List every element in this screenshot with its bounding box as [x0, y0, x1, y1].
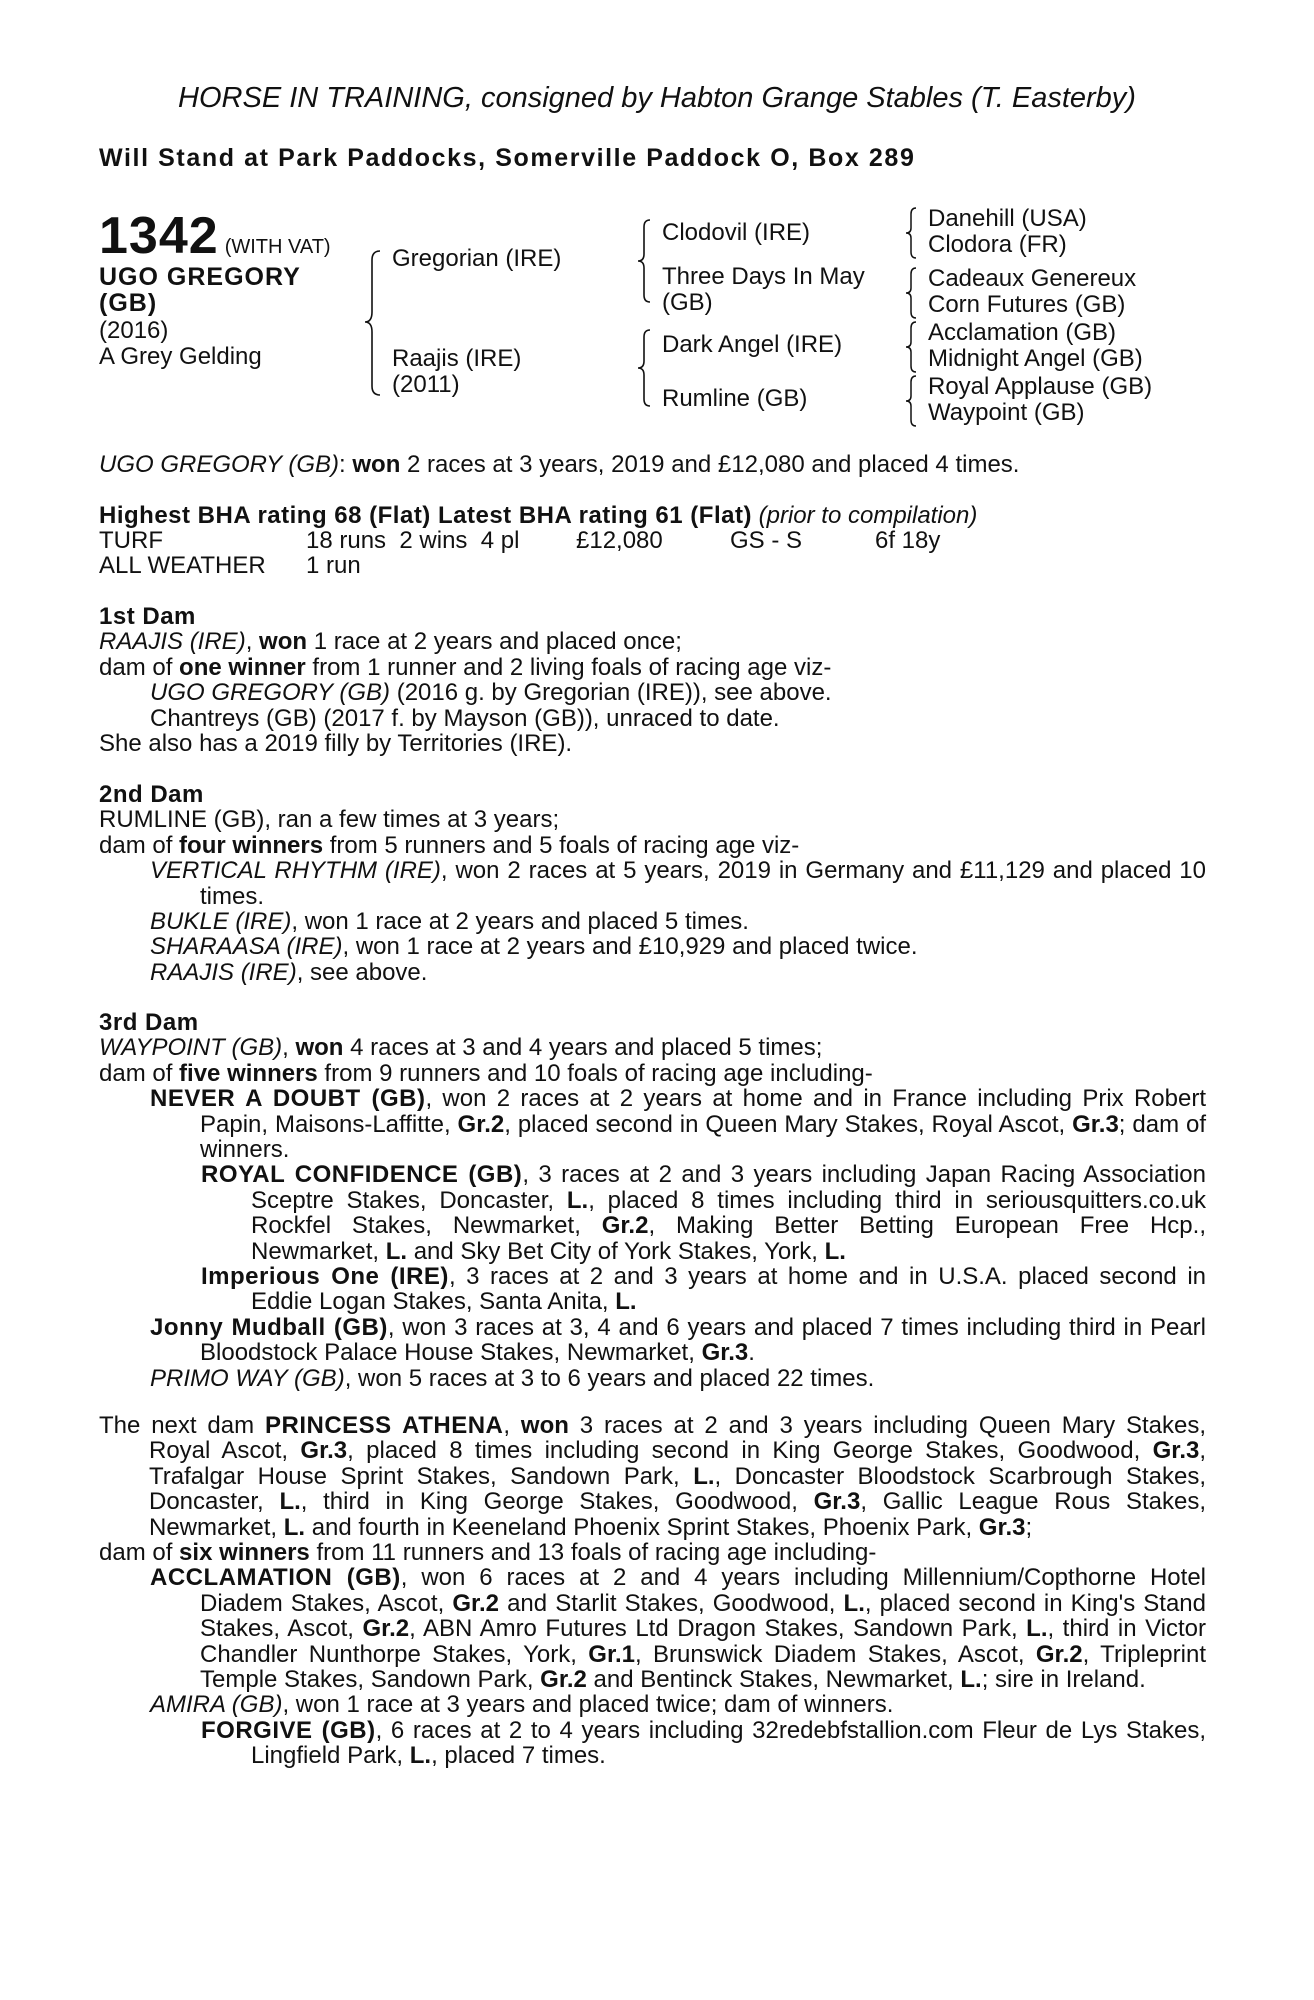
great-grandsire-3: Acclamation (GB) [928, 319, 1117, 346]
great-granddam-2: Corn Futures (GB) [928, 291, 1126, 318]
turf-runs: 18 runs 2 wins 4 pl [306, 527, 520, 554]
second-dam-heading: 2nd Dam [99, 781, 204, 808]
ratings-heading: Highest BHA rating 68 (Flat) Latest BHA rating 61 (Flat) [99, 502, 752, 529]
dam-dam-name: Rumline (GB) [662, 385, 808, 412]
produce-entry: UGO GREGORY (GB) (2016 g. by Gregorian (IRE)), see above. [150, 679, 832, 707]
great-grandsire-2: Cadeaux Genereux [928, 265, 1137, 292]
lot-number-block [99, 206, 331, 266]
produce-entry: Imperious One (IRE), 3 races at 2 and 3 years at home and in U.S.A. placed second in Eddie Logan Stakes, Santa Anita, L. [201, 1263, 1206, 1316]
great-granddam-4: Waypoint (GB) [928, 399, 1085, 426]
all-weather-runs: 1 run [306, 552, 361, 579]
horse-name [99, 264, 329, 316]
pedigree-brace-g3 [904, 320, 920, 374]
pedigree-brace-g1 [904, 206, 920, 260]
sire-sire-name: Clodovil (IRE) [662, 219, 811, 246]
vat-label: (WITH VAT) [224, 236, 331, 258]
produce-entry: Jonny Mudball (GB), won 3 races at 3, 4 and 6 years and placed 7 times including third in Pearl Bloodstock Palace House Stakes, Newmarket, Gr.3. [150, 1313, 1207, 1367]
pedigree-brace-sire [636, 218, 654, 304]
produce-entry: PRIMO WAY (GB), won 5 races at 3 to 6 years and placed 22 times. [150, 1364, 875, 1392]
produce-entry: Chantreys (GB) (2017 f. by Mayson (GB)), unraced to date. [150, 704, 780, 732]
great-granddam-3: Midnight Angel (GB) [928, 345, 1143, 372]
first-dam-note: She also has a 2019 filly by Territories (IRE). [99, 730, 573, 758]
third-dam-heading: 3rd Dam [99, 1009, 199, 1036]
foaling-year: (2016) [99, 317, 169, 344]
produce-entry: NEVER A DOUBT (GB), won 2 races at 2 years at home and in France including Prix Robert Papin, Maisons-Laffitte, Gr.2, placed second in Queen Mary Stakes, Royal Ascot, Gr.3; dam of winners. [150, 1085, 1206, 1164]
first-dam-section: 1st Dam RAAJIS (IRE), won 1 race at 2 years and placed once; dam of one winner from 1 runner and 2 living foals of racing age viz- UGO GREGORY (GB) (2016 g. by Gregorian (IRE)), see above. Chantreys (GB) (2017 f. by Mayson (GB)), unraced to date. She also has a 2019 filly by Territories (IRE). [99, 604, 1206, 756]
sire-dam-name-suffix: (GB) [662, 289, 713, 316]
great-grandsire-1: Danehill (USA) [928, 205, 1087, 232]
all-weather-label: ALL WEATHER [99, 552, 266, 579]
horse-name-line1: UGO GREGORY [99, 263, 301, 291]
second-dam-section: 2nd Dam RUMLINE (GB), ran a few times at 3 years; dam of four winners from 5 runners and 5 foals of racing age viz- VERTICAL RHYTHM (IRE), won 2 races at 5 years, 2019 in Germany and £11,129 and placed 10 times. BUKLE (IRE), won 1 race at 2 years and placed 5 times. SHARAASA (IRE), won 1 race at 2 years and £10,929 and placed twice. RAAJIS (IRE), see above. [99, 781, 1206, 986]
next-dam-record: The next dam PRINCESS ATHENA, won 3 races at 2 and 3 years including Queen Mary Stakes, Royal Ascot, Gr.3, placed 8 times including second in King George Stakes, Goodwood, Gr.3, Trafalgar House Sprint Stakes, Sandown Park, L., Doncaster Bloodstock Scarbrough Stakes, Doncaster, L., third in King George Stakes, Goodwood, Gr.3, Gallic League Rous Stakes, Newmarket, L. and fourth in Keeneland Phoenix Sprint Stakes, Phoenix Park, Gr.3; [99, 1412, 1207, 1541]
produce-entry: ROYAL CONFIDENCE (GB), 3 races at 2 and 3 years including Japan Racing Association Sceptre Stakes, Doncaster, L., placed 8 times including third in seriousquitters.co.uk Rockfel Stakes, Newmarket, Gr.2, Making Better Betting European Free Hcp., Newmarket, L. and Sky Bet City of York Stakes, York, L. [201, 1161, 1207, 1265]
ratings-block [99, 503, 1206, 528]
dam-name: Raajis (IRE) [392, 345, 522, 372]
great-granddam-1: Clodora (FR) [928, 231, 1067, 258]
stand-location: Will Stand at Park Paddocks, Somerville Paddock O, Box 289 [99, 144, 916, 172]
first-dam-heading: 1st Dam [99, 603, 196, 630]
sire-name: Gregorian (IRE) [392, 245, 562, 272]
turf-label: TURF [99, 527, 163, 554]
pedigree-brace-g2 [904, 266, 920, 320]
produce-entry: ACCLAMATION (GB), won 6 races at 2 and 4 years including Millennium/Copthorne Hotel Diadem Stakes, Ascot, Gr.2 and Starlit Stakes, Goodwood, L., placed second in King's Stand Stakes, Ascot, Gr.2, ABN Amro Futures Ltd Dragon Stakes, Sandown Park, L., third in Victor Chandler Nunthorpe Stakes, York, Gr.1, Brunswick Diadem Stakes, Ascot, Gr.2, Tripleprint Temple Stakes, Sandown Park, Gr.2 and Bentinck Stakes, Newmarket, L.; sire in Ireland. [150, 1564, 1207, 1694]
produce-entry: RAAJIS (IRE), see above. [150, 958, 428, 986]
lot-number: 1342 [99, 207, 219, 265]
ratings-note: (prior to compilation) [751, 502, 978, 529]
great-grandsire-4: Royal Applause (GB) [928, 373, 1153, 400]
produce-entry: VERTICAL RHYTHM (IRE), won 2 races at 5 years, 2019 in Germany and £11,129 and placed 10 times. [150, 857, 1206, 910]
dam-year: (2011) [392, 371, 460, 398]
next-dam-section: The next dam PRINCESS ATHENA, won 3 races at 2 and 3 years including Queen Mary Stakes, Royal Ascot, Gr.3, placed 8 times including second in King George Stakes, Goodwood, Gr.3, Trafalgar House Sprint Stakes, Sandown Park, L., Doncaster Bloodstock Scarbrough Stakes, Doncaster, L., third in King George Stakes, Goodwood, Gr.3, Gallic League Rous Stakes, Newmarket, L. and fourth in Keeneland Phoenix Sprint Stakes, Phoenix Park, Gr.3; dam of six winners from 11 runners and 13 foals of racing age including- ACCLAMATION (GB), won 6 races at 2 and 4 years including Millennium/Copthorne Hotel Diadem Stakes, Ascot, Gr.2 and Starlit Stakes, Goodwood, L., placed second in King's Stand Stakes, Ascot, Gr.2, ABN Amro Futures Ltd Dragon Stakes, Sandown Park, L., third in Victor Chandler Nunthorpe Stakes, York, Gr.1, Brunswick Diadem Stakes, Ascot, Gr.2, Tripleprint Temple Stakes, Sandown Park, Gr.2 and Bentinck Stakes, Newmarket, L.; sire in Ireland. AMIRA (GB), won 1 race at 3 years and placed twice; dam of winners. FORGIVE (GB), 6 races at 2 to 4 years including 32redebfstallion.com Fleur de Lys Stakes, Lingfield Park, L., placed 7 times. [99, 1412, 1207, 1770]
produce-entry: FORGIVE (GB), 6 races at 2 to 4 years including 32redebfstallion.com Fleur de Lys Stakes, Lingfield Park, L., placed 7 times. [201, 1716, 1206, 1770]
produce-entry: BUKLE (IRE), won 1 race at 2 years and placed 5 times. [150, 908, 749, 936]
horse-name-line2: (GB) [99, 289, 158, 317]
pedigree-brace-dam [636, 328, 654, 408]
horse-description: A Grey Gelding [99, 343, 262, 370]
turf-distance: 6f 18y [875, 527, 941, 554]
sire-dam-name: Three Days In May [662, 263, 865, 290]
pedigree-brace-g4 [904, 374, 920, 428]
pedigree-brace-generation1 [362, 248, 384, 398]
third-dam-section: 3rd Dam WAYPOINT (GB), won 4 races at 3 and 4 years and placed 5 times; dam of five winners from 9 runners and 10 foals of racing age including- NEVER A DOUBT (GB), won 2 races at 2 years at home and in France including Prix Robert Papin, Maisons-Laffitte, Gr.2, placed second in Queen Mary Stakes, Royal Ascot, Gr.3; dam of winners. ROYAL CONFIDENCE (GB), 3 races at 2 and 3 years including Japan Racing Association Sceptre Stakes, Doncaster, L., placed 8 times including third in seriousquitters.co.uk Rockfel Stakes, Newmarket, Gr.2, Making Better Betting European Free Hcp., Newmarket, L. and Sky Bet City of York Stakes, York, L. Imperious One (IRE), 3 races at 2 and 3 years at home and in U.S.A. placed second in Eddie Logan Stakes, Santa Anita, L. Jonny Mudball (GB), won 3 races at 3, 4 and 6 years and placed 7 times including third in Pearl Bloodstock Palace House Stakes, Newmarket, Gr.3. PRIMO WAY (GB), won 5 races at 3 to 6 years and placed 22 times. [99, 1009, 1207, 1392]
produce-entry: SHARAASA (IRE), won 1 race at 2 years and £10,929 and placed twice. [150, 933, 918, 961]
consignor-header: HORSE IN TRAINING, consigned by Habton Grange Stables (T. Easterby) [178, 82, 1136, 114]
turf-going: GS - S [730, 527, 803, 554]
dam-sire-name: Dark Angel (IRE) [662, 331, 843, 358]
turf-prize-money: £12,080 [576, 527, 663, 554]
produce-entry: AMIRA (GB), won 1 race at 3 years and placed twice; dam of winners. [150, 1691, 894, 1719]
race-summary: UGO GREGORY (GB): won 2 races at 3 years, 2019 and £12,080 and placed 4 times. [99, 451, 1020, 478]
